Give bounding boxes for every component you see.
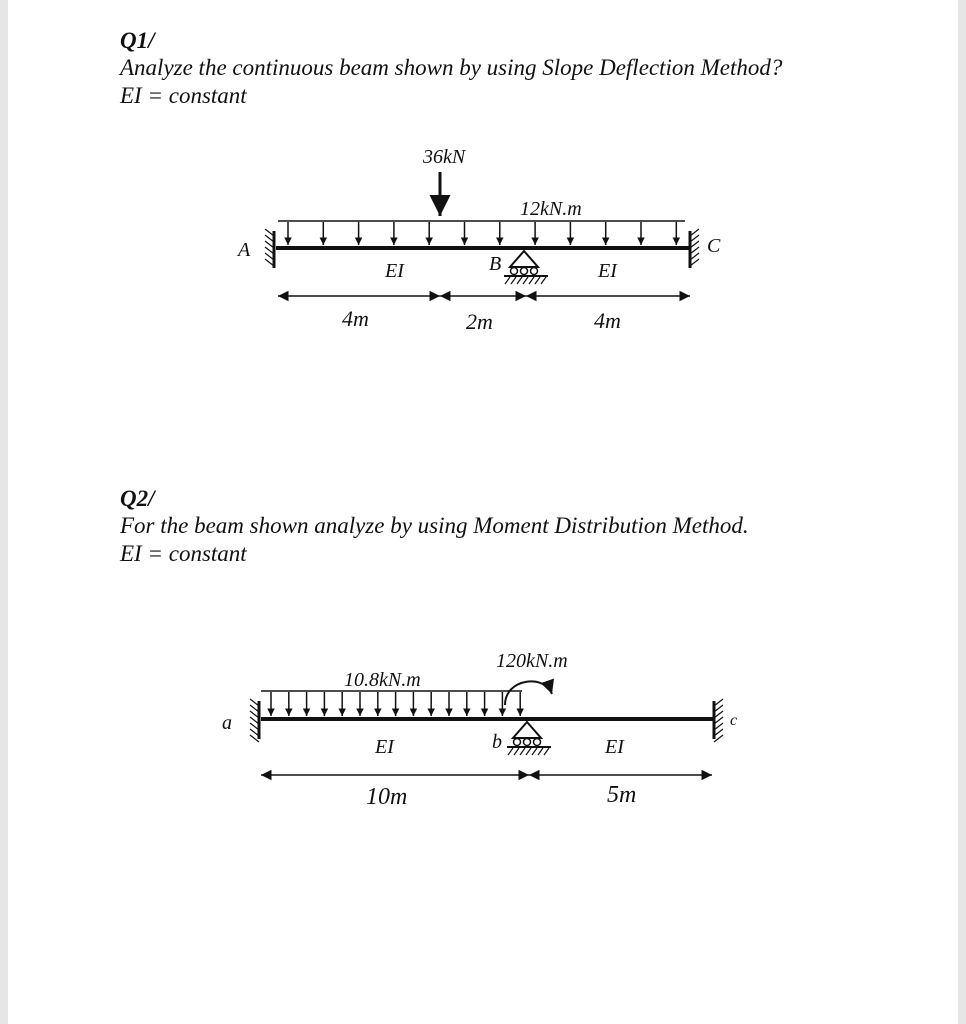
q2-udl-arrows bbox=[271, 692, 520, 716]
q2-ei-note: EI = constant bbox=[120, 541, 247, 566]
q1-label-b: B bbox=[489, 253, 502, 275]
document-page bbox=[8, 0, 958, 1024]
q2-label-c: c bbox=[730, 712, 738, 729]
q2-title: Q2/ bbox=[120, 486, 155, 511]
q2-ei-right: EI bbox=[605, 736, 624, 758]
q2-fixed-support-a bbox=[250, 699, 259, 742]
q1-prompt: Analyze the continuous beam shown by using Slope Deflection Method? bbox=[120, 55, 783, 80]
q2-moment-arrow bbox=[505, 681, 552, 705]
q2-label-a: a bbox=[222, 712, 232, 734]
q2-udl-label: 10.8kN.m bbox=[344, 669, 421, 691]
q2-dim-ab: 10m bbox=[366, 784, 408, 810]
q2-fixed-support-c bbox=[714, 699, 723, 742]
q2-prompt: For the beam shown analyze by using Moment Distribution Method. bbox=[120, 513, 749, 538]
q2-ei-left: EI bbox=[375, 736, 394, 758]
q1-dim-bc: 4m bbox=[594, 308, 621, 333]
q1-dim-load-b: 2m bbox=[466, 309, 493, 334]
q1-ei-left: EI bbox=[385, 260, 404, 282]
q2-label-b: b bbox=[492, 731, 502, 753]
q1-title: Q1/ bbox=[120, 28, 155, 53]
q2-beam-figure bbox=[8, 0, 958, 1024]
q1-ei-right: EI bbox=[598, 260, 617, 282]
q2-roller-support-b bbox=[507, 722, 551, 755]
q1-udl-label: 12kN.m bbox=[520, 198, 582, 220]
q1-dim-ab: 4m bbox=[342, 306, 369, 331]
q1-label-c: C bbox=[707, 235, 721, 257]
q2-moment-label: 120kN.m bbox=[496, 650, 568, 672]
q1-ei-note: EI = constant bbox=[120, 83, 247, 108]
q2-dim-bc: 5m bbox=[607, 782, 637, 808]
q1-point-load-label: 36kN bbox=[423, 146, 466, 168]
q1-label-a: A bbox=[238, 239, 251, 261]
